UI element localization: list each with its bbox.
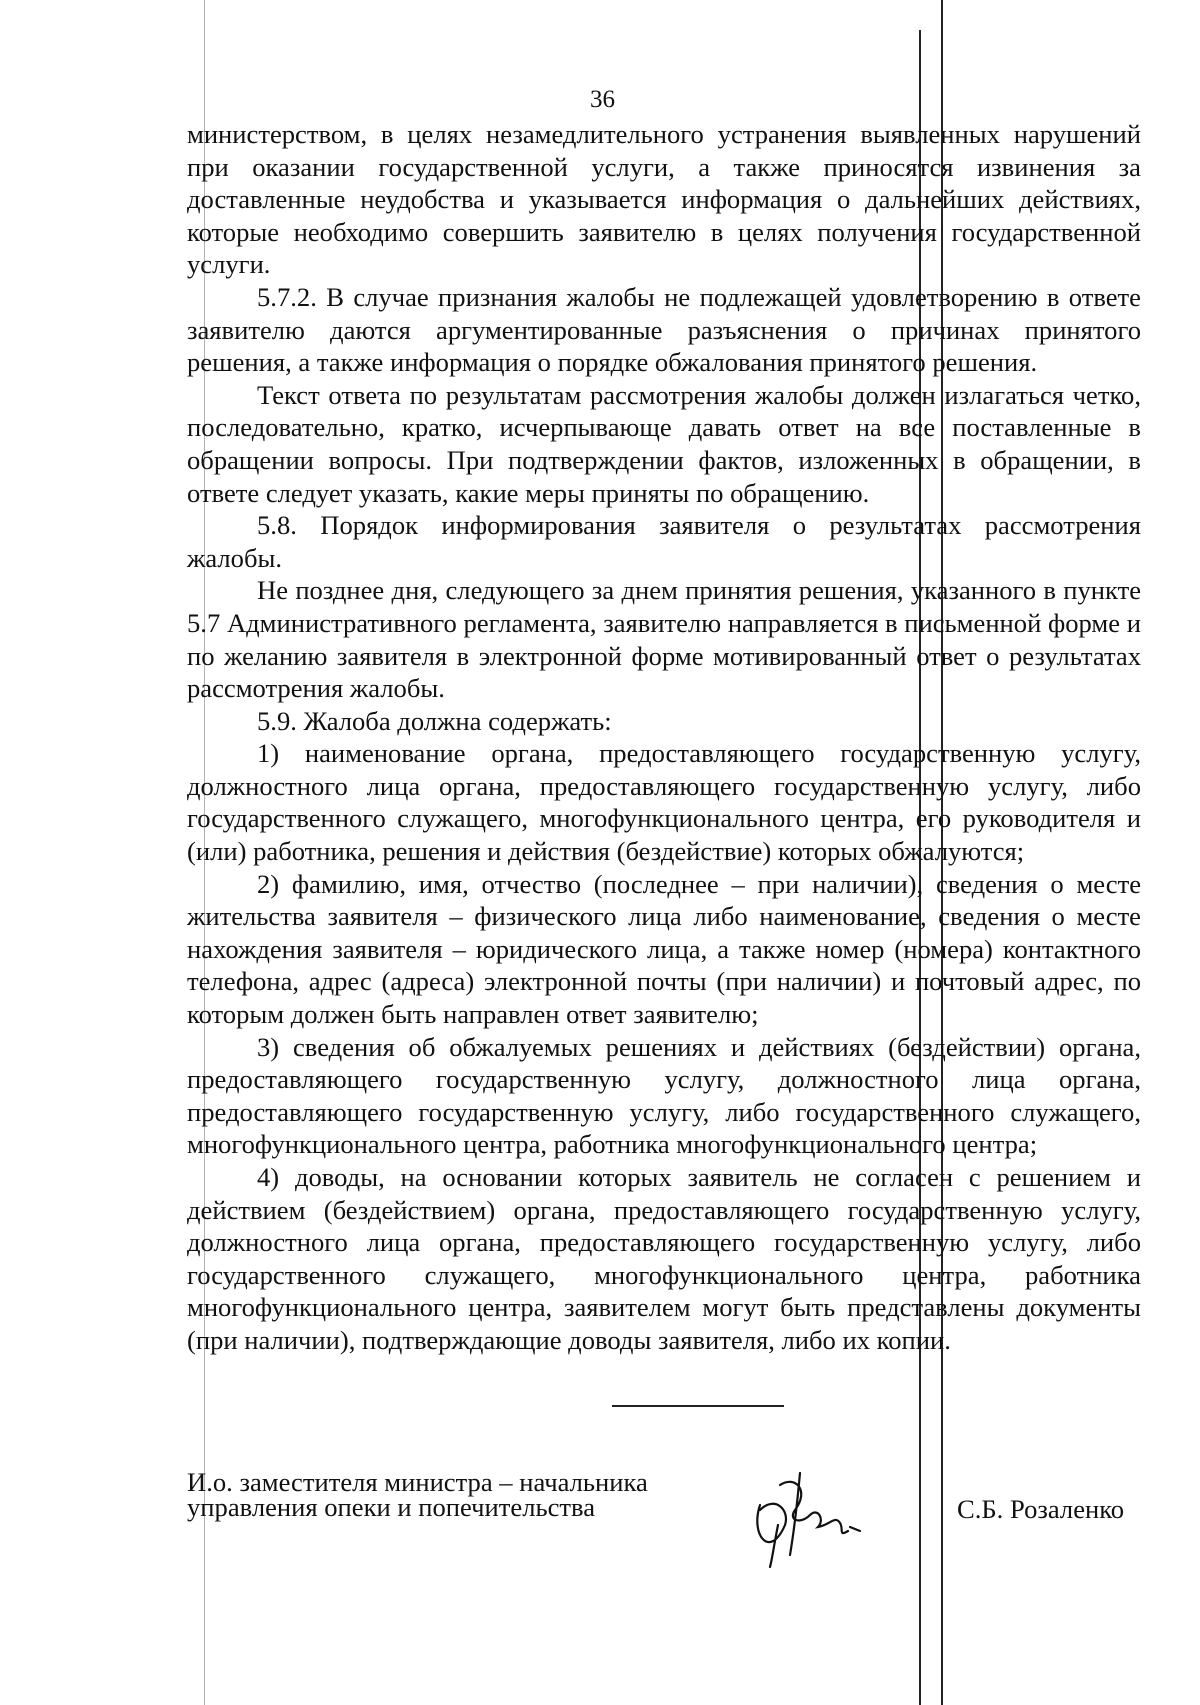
paragraph: Не позднее дня, следующего за днем принятия решения, указанного в пункте 5.7 Административного регламента, заявителю направляется в письменной форме и по желанию заявителя в электронной форме мотивированный ответ о результатах рассмотрения жалобы. [187, 575, 1141, 704]
page-number: 36 [590, 86, 615, 113]
section-heading: 5.9. Жалоба должна содержать: [257, 705, 612, 736]
handwritten-signature [740, 1465, 900, 1570]
paragraph: 5.7.2. В случае признания жалобы не подлежащей удовлетворению в ответе заявителю даются аргументированные разъяснения о причинах принятого решения, а также информация о порядке обжалования принятого решения. [187, 281, 1141, 378]
paragraph: министерством, в целях незамедлительного устранения выявленных нарушений при оказании государственной услуги, а также приносятся извинения за доставленные неудобства и указывается информация о дальнейших действиях, которые необходимо совершить заявителю в целях получения государственной услуги. [187, 119, 1141, 280]
list-item: 4) доводы, на основании которых заявитель не согласен с решением и действием (бездействием) органа, предоставляющего государственную услугу, должностного лица органа, предоставляющего государственную услугу, либо государственного служащего, многофункционального центра, работника многофункционального центра, заявителем могут быть представлены документы (при наличии), подтверждающие доводы заявителя, либо их копии. [187, 1162, 1141, 1355]
paragraph: Текст ответа по результатам рассмотрения жалобы должен излагаться четко, последовательно, кратко, исчерпывающе давать ответ на все поставленные в обращении вопросы. При подтверждении фактов, изложенных в обращении, в ответе следует указать, какие меры приняты по обращению. [187, 379, 1141, 508]
separator-line [612, 1405, 784, 1407]
section-heading: 5.8. Порядок информирования заявителя о результатах рассмотрения жалобы. [187, 510, 1141, 573]
signatory-title [187, 1467, 747, 1522]
list-item: 1) наименование органа, предоставляющего государственную услугу, должностного лица органа, предоставляющего государственную услугу, либо государственного служащего, многофункционального центра, его руководителя и (или) работника, решения и действия (бездействие) которых обжалуются; [187, 738, 1141, 867]
signatory-name: С.Б. Розаленко [957, 1494, 1125, 1524]
body-text [187, 118, 1141, 1357]
list-item: 3) сведения об обжалуемых решениях и действиях (бездействии) органа, предоставляющего государственную услугу, должностного лица органа, предоставляющего государственную услугу, либо государственного служащего, многофункционального центра, работника многофункционального центра; [187, 1031, 1141, 1160]
list-item: 2) фамилию, имя, отчество (последнее – при наличии), сведения о месте жительства заявителя – физического лица либо наименование, сведения о месте нахождения заявителя – юридического лица, а также номер (номера) контактного телефона, адрес (адреса) электронной почты (при наличии) и почтовый адрес, по которым должен быть направлен ответ заявителю; [187, 868, 1141, 1030]
signatory-title-line: И.о. заместителя министра – начальника [187, 1467, 648, 1497]
signatory-title-line: управления опеки и попечительства [187, 1492, 596, 1522]
